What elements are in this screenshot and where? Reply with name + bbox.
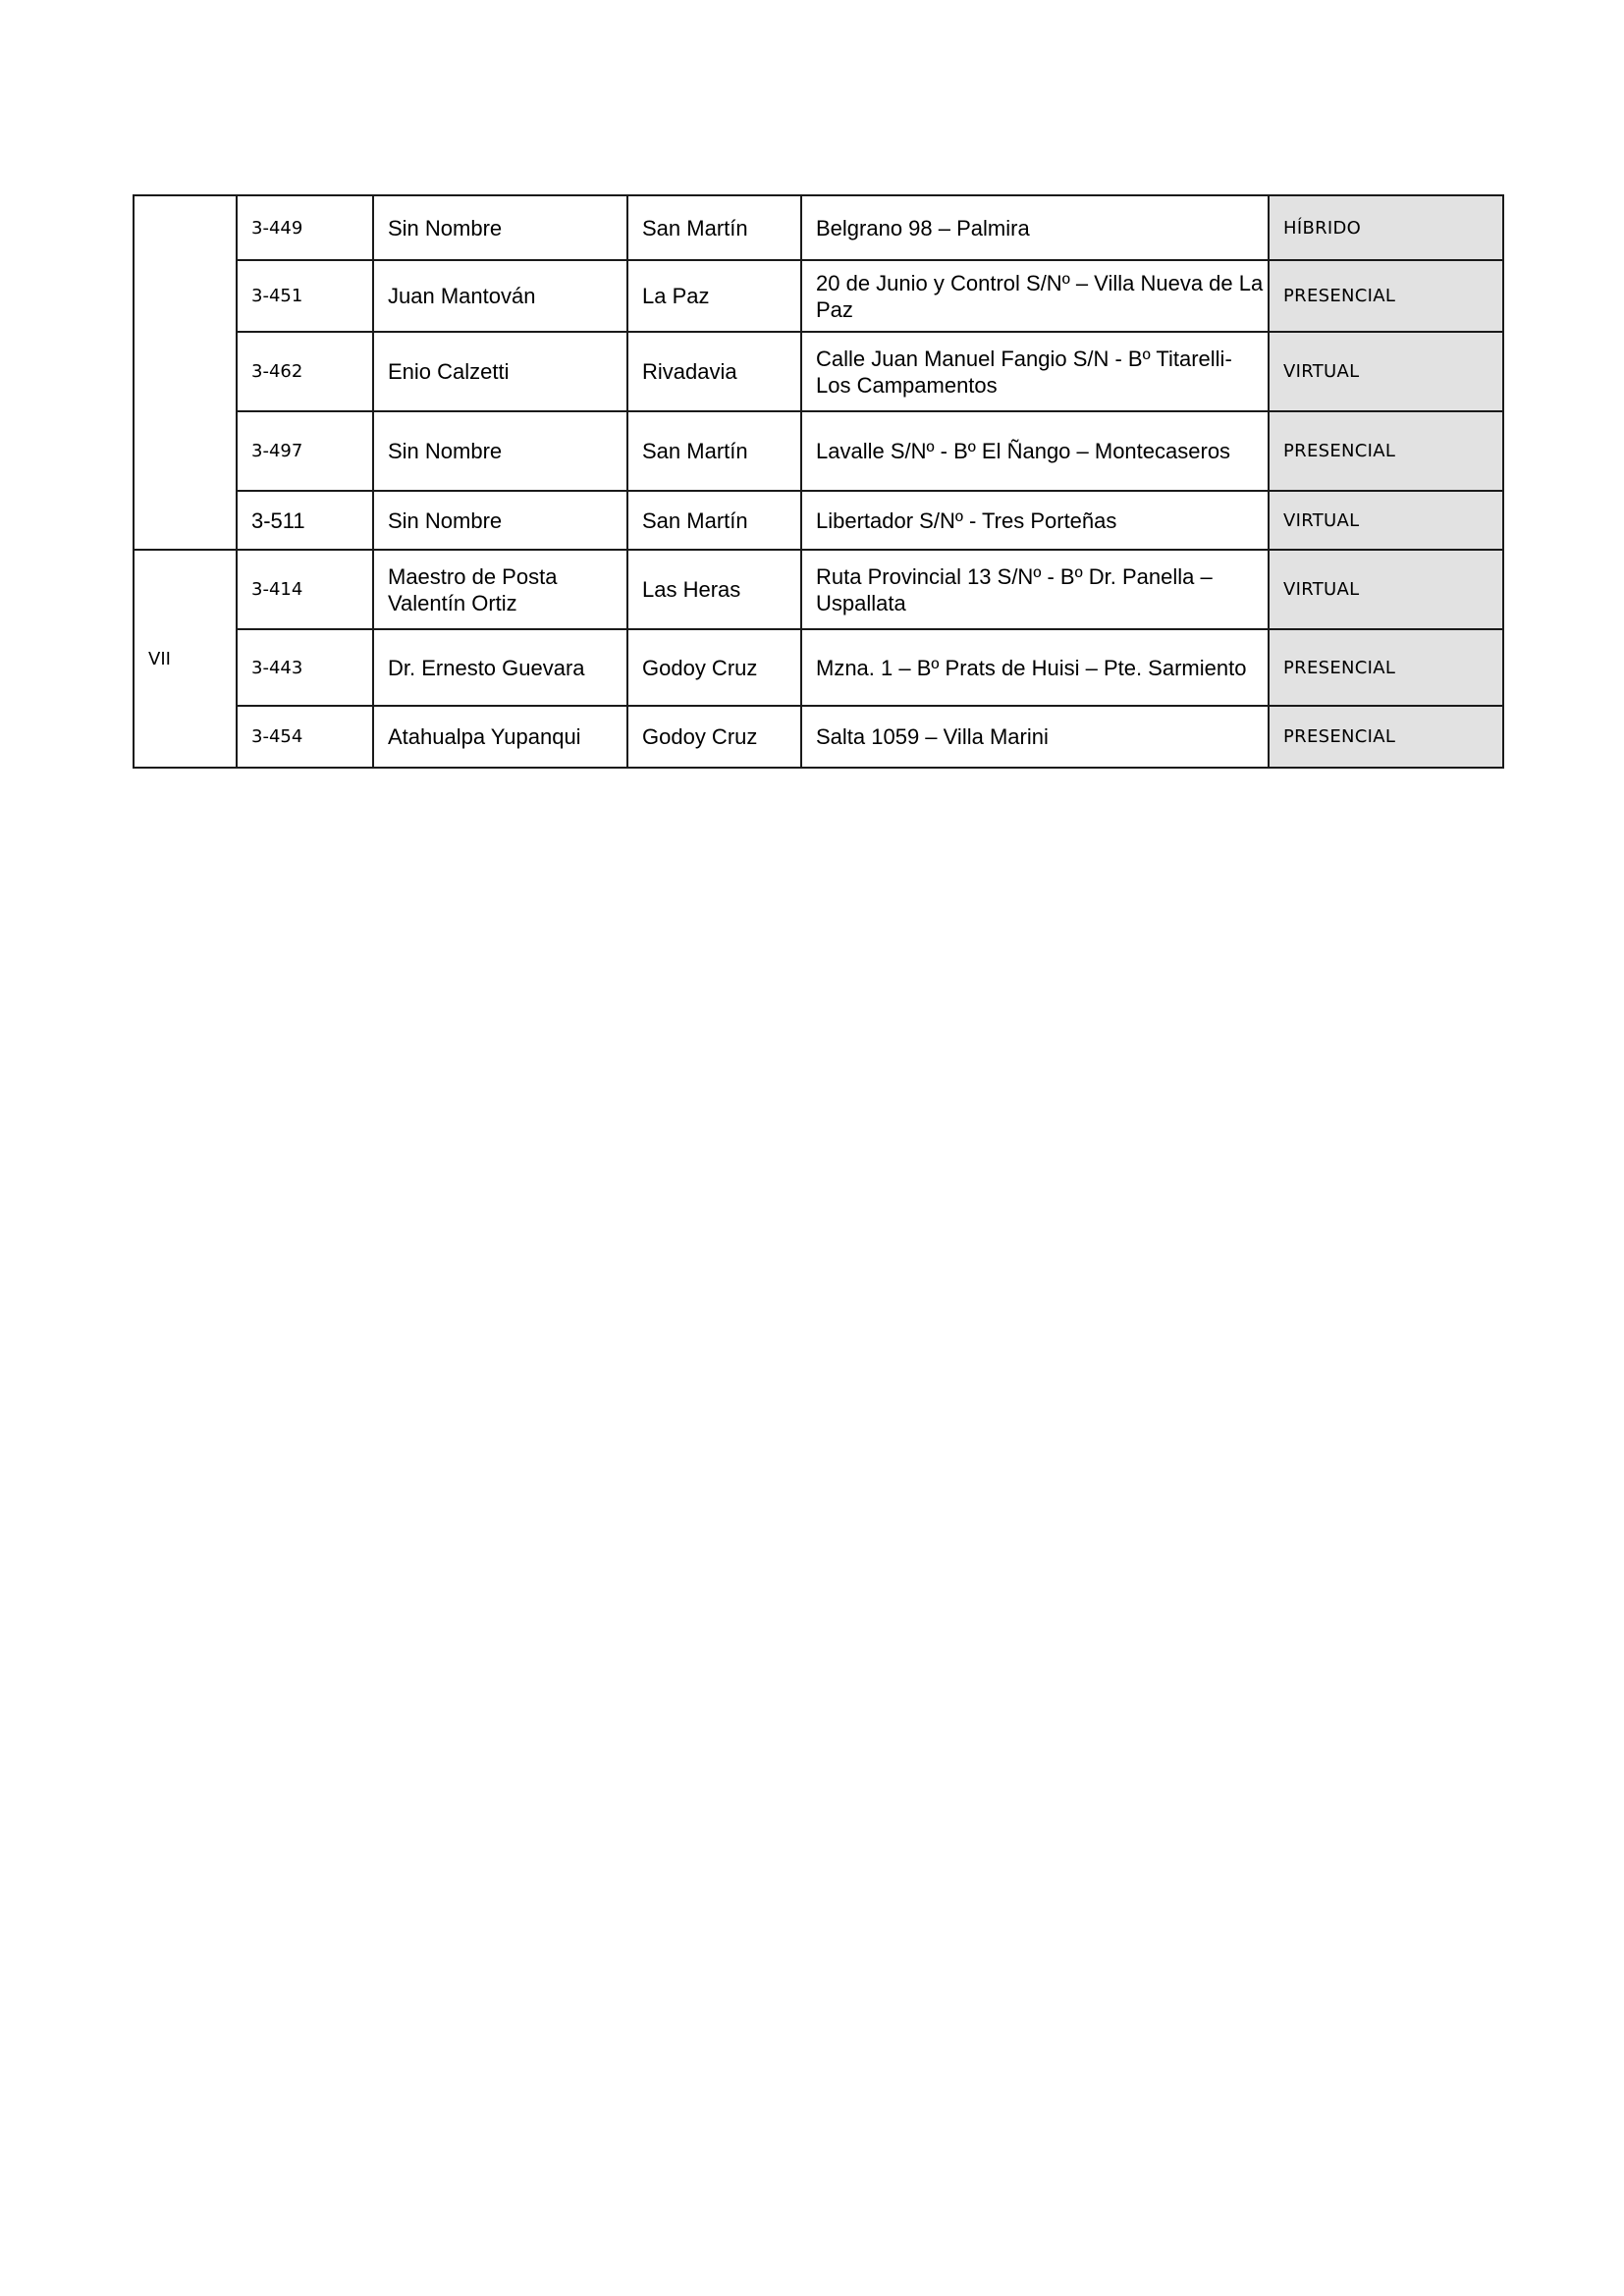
school-address: Belgrano 98 – Palmira: [801, 195, 1269, 260]
school-number: 3-454: [237, 706, 373, 768]
school-modality: PRESENCIAL: [1269, 706, 1503, 768]
school-department: Rivadavia: [627, 332, 801, 411]
school-number: 3-497: [237, 411, 373, 491]
school-address: Mzna. 1 – Bº Prats de Huisi – Pte. Sarmiento: [801, 629, 1269, 706]
school-name: Maestro de Posta Valentín Ortiz: [373, 550, 627, 629]
school-department: Las Heras: [627, 550, 801, 629]
school-name: Juan Mantován: [373, 260, 627, 332]
school-number: 3-443: [237, 629, 373, 706]
school-name: Sin Nombre: [373, 195, 627, 260]
school-department: San Martín: [627, 491, 801, 550]
table-row: [134, 332, 1503, 411]
school-name: Sin Nombre: [373, 491, 627, 550]
school-modality: VIRTUAL: [1269, 491, 1503, 550]
school-name: Atahualpa Yupanqui: [373, 706, 627, 768]
school-address: Salta 1059 – Villa Marini: [801, 706, 1269, 768]
school-number: 3-451: [237, 260, 373, 332]
school-modality: PRESENCIAL: [1269, 629, 1503, 706]
school-name: Sin Nombre: [373, 411, 627, 491]
school-modality: PRESENCIAL: [1269, 411, 1503, 491]
section-cell: [134, 195, 237, 550]
school-modality: VIRTUAL: [1269, 550, 1503, 629]
school-department: Godoy Cruz: [627, 629, 801, 706]
school-name: Dr. Ernesto Guevara: [373, 629, 627, 706]
table-row: [134, 706, 1503, 768]
schools-table: [133, 194, 1504, 769]
school-address: Lavalle S/Nº - Bº El Ñango – Montecaseros: [801, 411, 1269, 491]
school-number: 3-462: [237, 332, 373, 411]
school-address: Libertador S/Nº - Tres Porteñas: [801, 491, 1269, 550]
school-number: 3-511: [237, 491, 373, 550]
school-modality: VIRTUAL: [1269, 332, 1503, 411]
section-cell: VII: [134, 550, 237, 768]
school-address: 20 de Junio y Control S/Nº – Villa Nueva de La Paz: [801, 260, 1269, 332]
school-address: Calle Juan Manuel Fangio S/N - Bº Titarelli- Los Campamentos: [801, 332, 1269, 411]
table-row: [134, 411, 1503, 491]
school-number: 3-449: [237, 195, 373, 260]
school-modality: HÍBRIDO: [1269, 195, 1503, 260]
table-row: [134, 550, 1503, 629]
school-department: San Martín: [627, 411, 801, 491]
table-row: [134, 260, 1503, 332]
table-row: [134, 629, 1503, 706]
table-row: [134, 491, 1503, 550]
school-name: Enio Calzetti: [373, 332, 627, 411]
school-modality: PRESENCIAL: [1269, 260, 1503, 332]
school-department: La Paz: [627, 260, 801, 332]
school-department: Godoy Cruz: [627, 706, 801, 768]
school-department: San Martín: [627, 195, 801, 260]
school-number: 3-414: [237, 550, 373, 629]
table-row: [134, 195, 1503, 260]
school-address: Ruta Provincial 13 S/Nº - Bº Dr. Panella – Uspallata: [801, 550, 1269, 629]
